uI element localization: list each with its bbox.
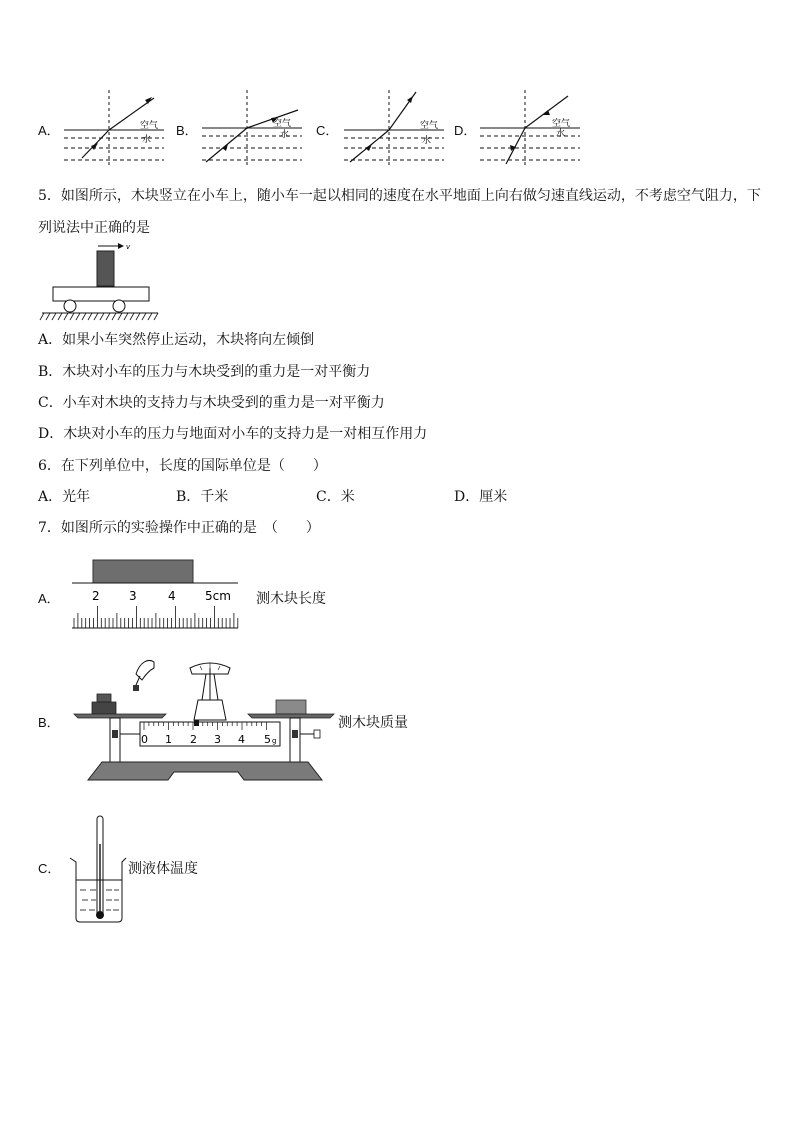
wood-block — [93, 560, 193, 583]
weight-body — [92, 702, 116, 714]
q4-option-b-letter[interactable]: B． — [176, 123, 198, 138]
q5-stem-line2: 列说法中正确的是 — [38, 220, 150, 236]
q4-option-b-diagram — [198, 88, 308, 170]
q7-option-a-letter[interactable]: A． — [38, 591, 60, 606]
q4-option-c-diagram — [340, 88, 450, 170]
rider — [194, 720, 199, 726]
q6-option-d[interactable]: D．厘米 — [454, 489, 508, 505]
balance-base — [88, 762, 322, 780]
q7-option-a-caption: 测木块长度 — [256, 591, 326, 607]
svg-text:0: 0 — [141, 733, 148, 746]
unit-label: g — [272, 737, 277, 745]
q7-option-c-caption: 测液体温度 — [128, 861, 198, 877]
svg-text:2: 2 — [190, 733, 197, 746]
svg-text:1: 1 — [165, 733, 172, 746]
q6-option-a[interactable]: A．光年 — [38, 489, 91, 505]
wood-block — [97, 251, 114, 286]
small-weight — [133, 685, 139, 691]
q4-option-c-letter[interactable]: C． — [316, 123, 339, 138]
q7-stem: 7．如图所示的实验操作中正确的是 （ ） — [38, 520, 320, 536]
q7-option-c-letter[interactable]: C． — [38, 861, 61, 876]
q4-option-a-diagram — [60, 88, 170, 170]
thermometer-bulb — [96, 911, 104, 919]
svg-text:5: 5 — [264, 733, 271, 746]
water-label: 水 — [142, 135, 152, 145]
cart-wheel — [113, 300, 125, 312]
tick-label: 2 — [92, 589, 100, 603]
tick-label: 4 — [168, 589, 176, 603]
wood-block — [276, 700, 306, 714]
svg-text:空气: 空气 — [420, 121, 439, 131]
q5-option-c[interactable]: C．小车对木块的支持力与木块受到的重力是一对平衡力 — [38, 395, 385, 411]
q7-option-b-caption: 测木块质量 — [338, 715, 408, 731]
tick-label: 5cm — [205, 589, 231, 603]
right-support — [290, 718, 300, 762]
q5-option-a[interactable]: A．如果小车突然停止运动，木块将向左倾倒 — [38, 332, 315, 348]
left-support — [110, 718, 120, 762]
arrow-icon — [118, 243, 124, 249]
q4-option-d-diagram — [476, 88, 586, 170]
q7-option-b-letter[interactable]: B． — [38, 715, 60, 730]
q6-stem: 6．在下列单位中，长度的国际单位是（ ） — [38, 458, 327, 474]
tick-label: 3 — [129, 589, 137, 603]
arrow-icon — [365, 144, 372, 151]
q6-option-b[interactable]: B．千米 — [176, 489, 229, 505]
svg-text:4: 4 — [238, 733, 245, 746]
arrow-icon — [222, 144, 228, 151]
weight-knob — [97, 694, 111, 702]
arrow-icon — [91, 143, 98, 150]
svg-text:水: 水 — [556, 129, 566, 139]
q7-ruler-diagram — [70, 558, 242, 632]
arrow-icon — [407, 96, 413, 103]
cart-body — [53, 287, 149, 301]
svg-text:水: 水 — [280, 130, 290, 140]
svg-text:空气: 空气 — [273, 119, 292, 129]
q7-balance-diagram — [70, 652, 340, 784]
q4-option-d-letter[interactable]: D． — [454, 123, 477, 138]
svg-text:空气: 空气 — [552, 119, 571, 129]
q5-stem-line1: 5．如图所示，木块竖立在小车上，随小车一起以相同的速度在水平地面上向右做匀速直线运动，不考虑空气阻力，下 — [38, 188, 761, 204]
svg-text:3: 3 — [214, 733, 221, 746]
q7-thermometer-diagram — [64, 814, 130, 924]
svg-text:水: 水 — [422, 136, 432, 146]
velocity-label: v — [126, 243, 131, 251]
q5-option-b[interactable]: B．木块对小车的压力与木块受到的重力是一对平衡力 — [38, 364, 371, 380]
left-pan — [74, 714, 166, 718]
hand-icon — [136, 661, 154, 681]
ruler-ticks — [74, 606, 238, 628]
right-pan — [248, 714, 334, 718]
tweezers-icon — [136, 676, 140, 685]
beam-scale — [140, 722, 280, 746]
air-label: 空气 — [140, 121, 159, 131]
q4-option-a-letter[interactable]: A． — [38, 123, 60, 138]
q5-cart-diagram — [40, 242, 160, 324]
q6-option-c[interactable]: C．米 — [316, 489, 355, 505]
q5-option-d[interactable]: D．木块对小车的压力与地面对小车的支持力是一对相互作用力 — [38, 426, 428, 442]
cart-wheel — [64, 300, 76, 312]
incident-ray — [82, 130, 109, 158]
